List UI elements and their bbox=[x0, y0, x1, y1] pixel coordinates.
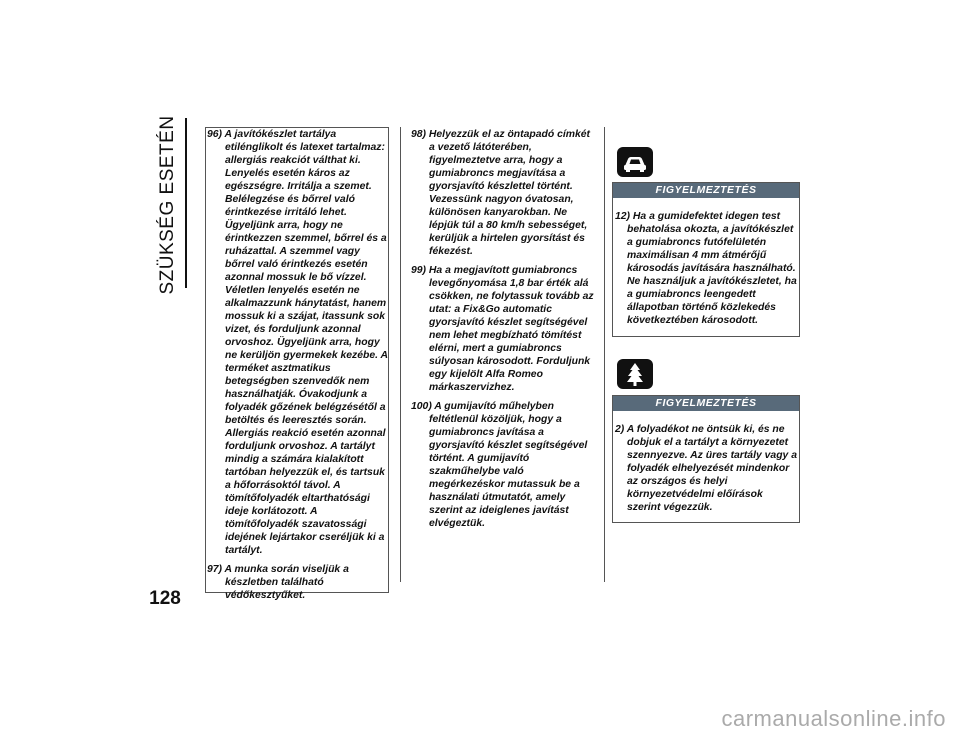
warning-header-2: FIGYELMEZTETÉS bbox=[613, 396, 799, 411]
warning-text-12: 12) Ha a gumidefektet idegen test behatolása okozta, a javítókészlet a gumiabroncs futófelületén maximálisan 4 mm átmérőjű károsodás javítására használható. Ne használjuk a javítókészletet, ha a gumiabroncs leengedett állapotban történő közlekedés következtében károsodott. bbox=[615, 211, 797, 326]
warning-box-2 bbox=[612, 395, 800, 523]
watermark: carmanualsonline.info bbox=[721, 706, 946, 731]
page-number: 128 bbox=[149, 588, 181, 609]
warning-body-2 bbox=[613, 411, 799, 526]
warning-text-2: 2) A folyadékot ne öntsük ki, és ne dobjuk el a tartályt a környezetet szennyezve. Az üres tartály vagy a folyadék elhelyezését mindenkor az országos és helyi környezetvédelmi előírások szerint végezzük. bbox=[615, 424, 797, 513]
warning-box-1 bbox=[612, 182, 800, 337]
section-title bbox=[148, 115, 188, 295]
tree-icon bbox=[617, 359, 653, 389]
column-divider-1 bbox=[400, 127, 401, 582]
note-96: 96) A javítókészlet tartálya etilénglikolt és latexet tartalmaz: allergiás reakciót válthat ki. Lenyelés esetén káros az egészségre. Irritálja a szemet. Belélegzése és bőrrel való érintkezése irritáló lehet. Ügyeljünk arra, hogy ne érintkezzen szemmel, bőrrel és a ruházattal. A szemmel vagy bőrrel való érintkezés esetén azonnal mossuk le bő vízzel. Véletlen lenyelés esetén ne alkalmazzunk hánytatást, hanem mossuk ki a szájat, itassunk sok vizet, és forduljunk azonnal orvoshoz. Ügyeljünk arra, hogy ne kerüljön gyermekek kezébe. A terméket asztmatikus betegségben szenvedők nem használhatják. Óvakodjunk a folyadék gőzének belégzésétől a betöltés és leeresztés során. Allergiás reakció esetén azonnal forduljunk orvoshoz. A tartályt mindig a számára kialakított tartóban helyezzük el, és tartsuk a hőforrásoktól távol. A tömítőfolyadék eltarthatósági ideje korlátozott. A tömítőfolyadék szavatossági idejének lejártakor cseréljük ki a tartályt. bbox=[207, 129, 388, 556]
section-divider bbox=[185, 118, 187, 288]
note-99: 99) Ha a megjavított gumiabroncs levegőnyomása 1,8 bar érték alá csökken, ne folytassuk tovább az utat: a Fix&Go automatic gyorsjavító készlet segítségével nem lehet megbízható tömítést elérni, mert a gumiabroncs súlyosan károsodott. Forduljunk egy kijelölt Alfa Romeo márkaszervizhez. bbox=[411, 265, 594, 393]
notes-column-2 bbox=[411, 128, 597, 536]
car-icon bbox=[617, 147, 653, 177]
column-divider-2 bbox=[604, 127, 605, 582]
note-98: 98) Helyezzük el az öntapadó címkét a vezető látóterében, figyelmeztetve arra, hogy a gumiabroncs megjavítása a gyorsjavító készlettel történt. Vezessünk nagyon óvatosan, különösen kanyarokban. Ne lépjük túl a 80 km/h sebességet, kerüljük a hirtelen gyorsítást és fékezést. bbox=[411, 129, 591, 257]
note-100: 100) A gumijavító műhelyben feltétlenül közöljük, hogy a gumiabroncs javítása a gyorsjavító készlet segítségével történt. A gumijavító szakműhelybe való megérkezéskor mutassuk be a használati útmutatót, amely szerint az ideiglenes javítást elvégeztük. bbox=[411, 401, 588, 529]
notes-column-1 bbox=[207, 128, 389, 608]
section-title-text: SZÜKSÉG ESETÉN bbox=[157, 115, 178, 295]
warning-body-1 bbox=[613, 198, 799, 339]
warning-header-1: FIGYELMEZTETÉS bbox=[613, 183, 799, 198]
note-97: 97) A munka során viseljük a készletben található védőkesztyűket. bbox=[207, 564, 349, 601]
